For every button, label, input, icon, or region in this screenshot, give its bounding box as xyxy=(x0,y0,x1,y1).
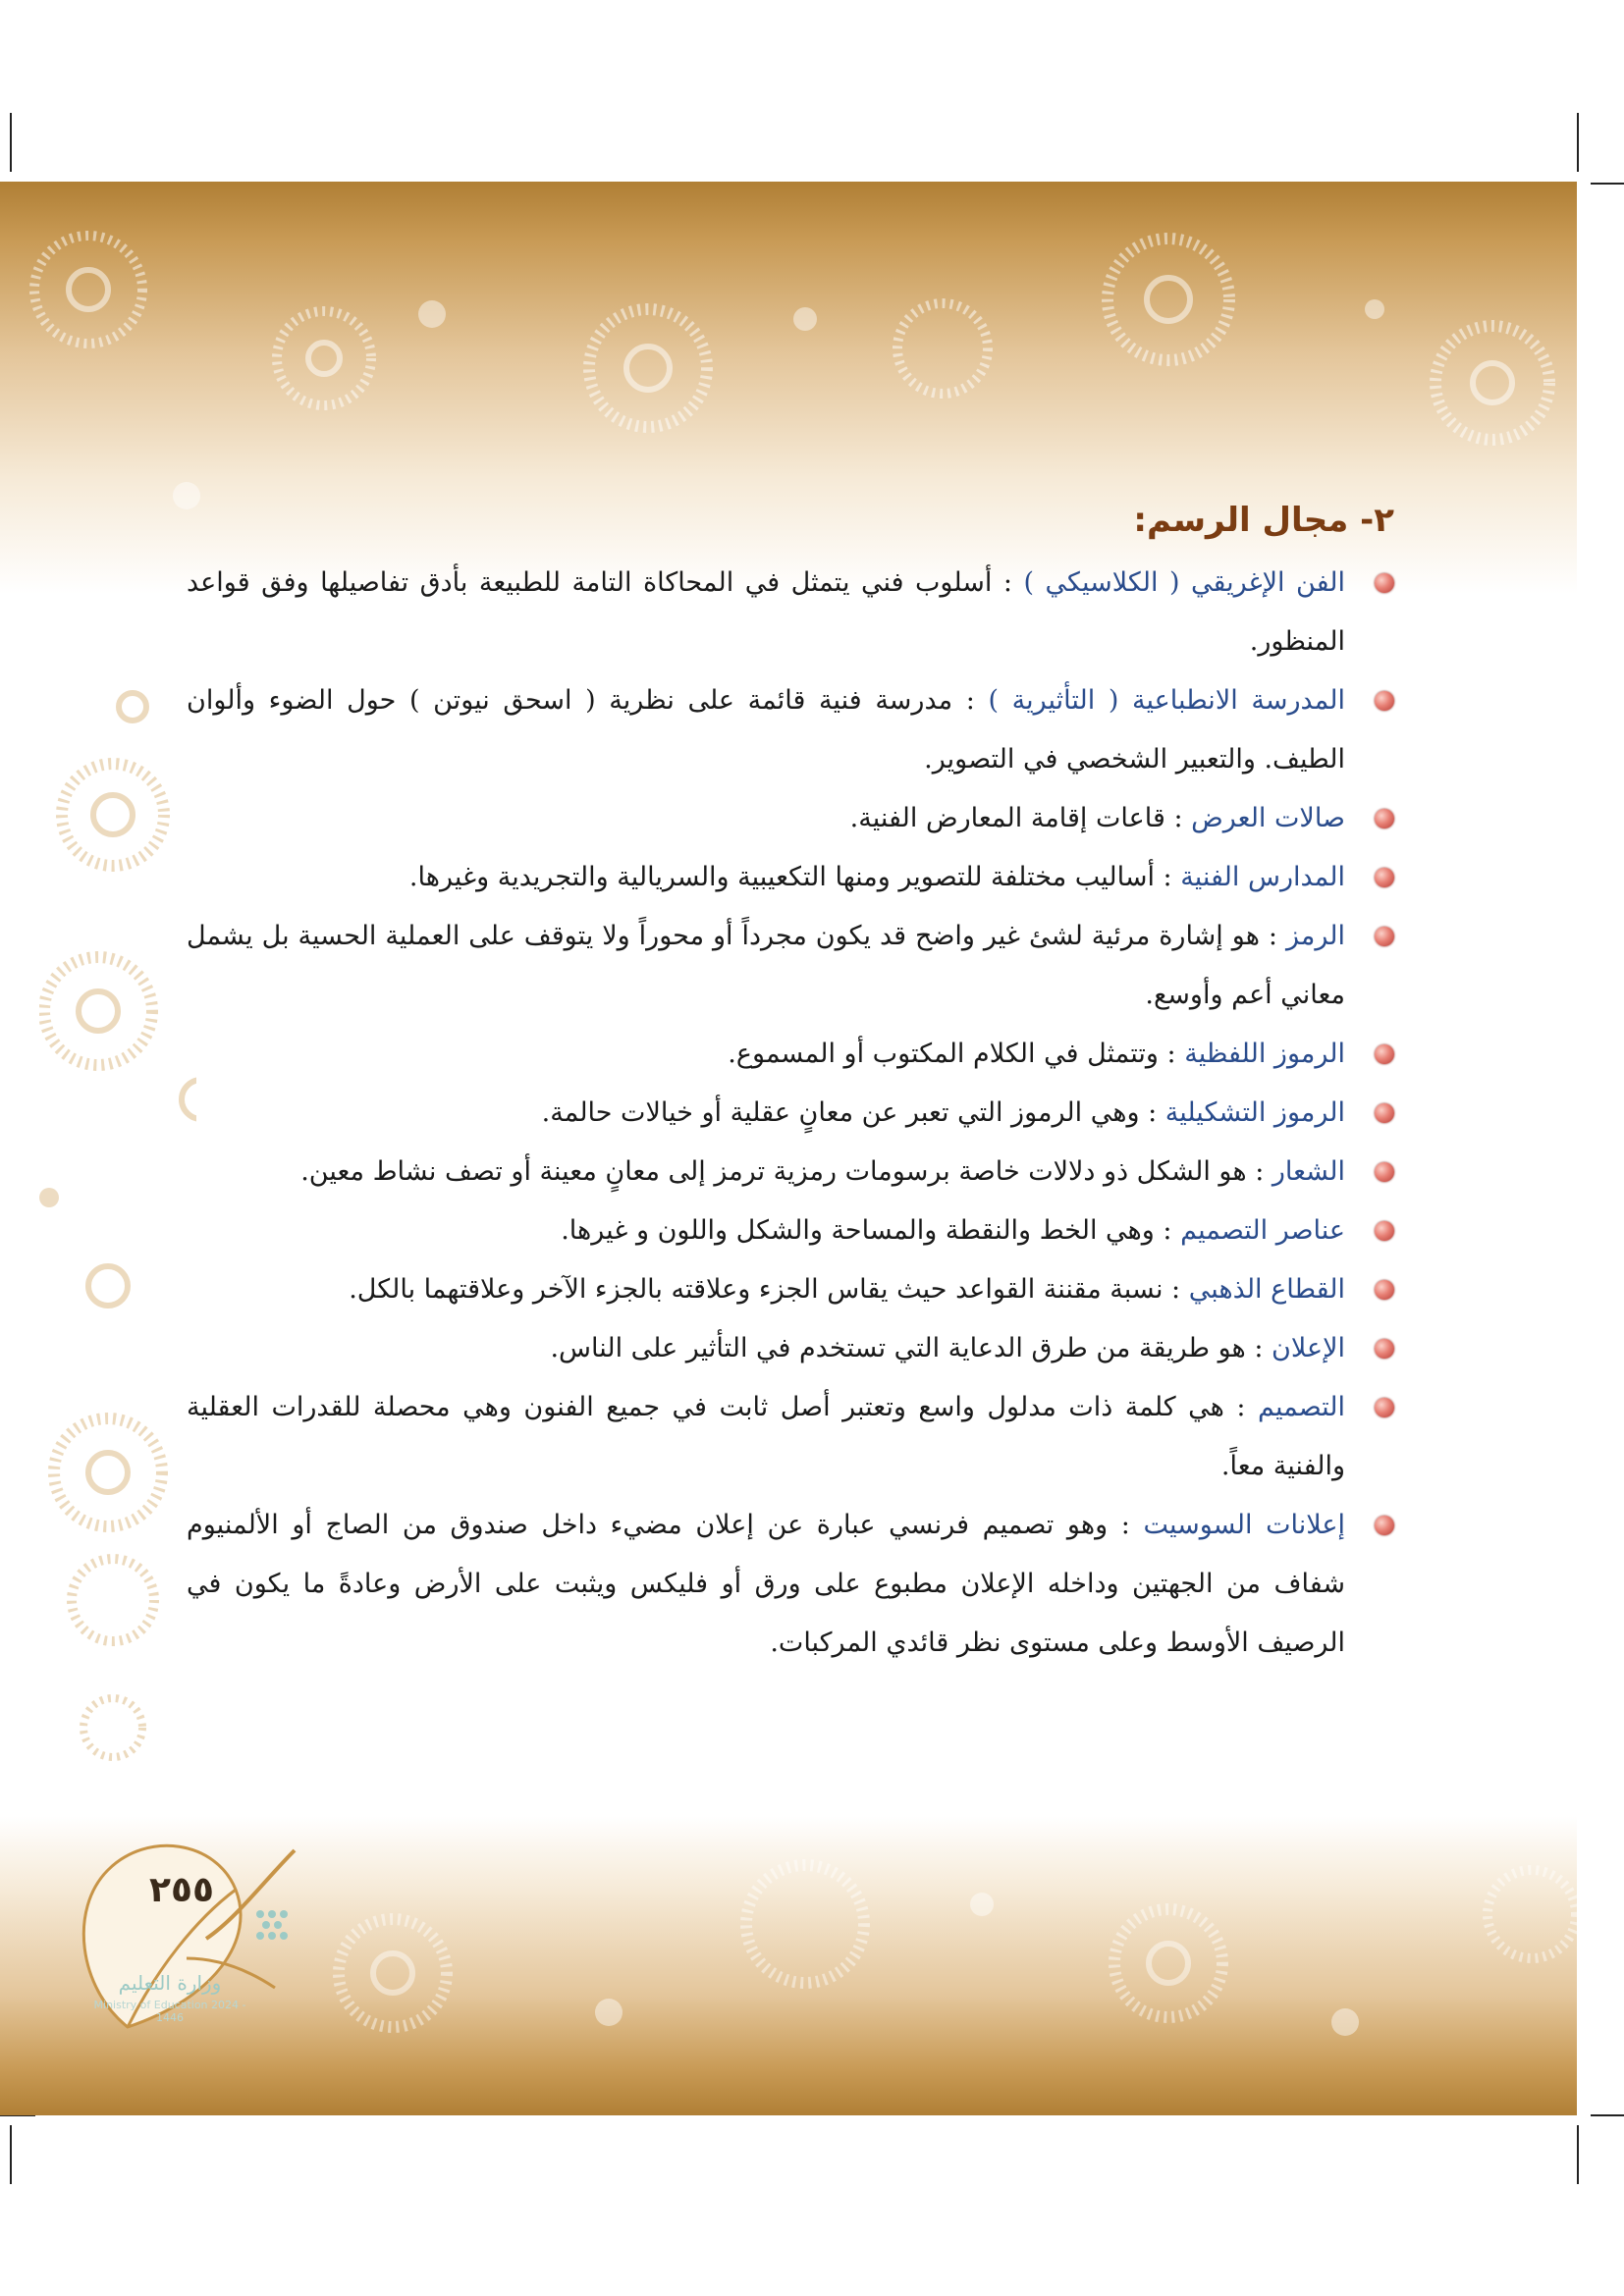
bullet-icon xyxy=(1375,1398,1394,1417)
bullet-icon xyxy=(1375,1044,1394,1064)
glossary-term: الرموز اللفظية xyxy=(1184,1039,1345,1069)
glossary-item xyxy=(187,1025,1394,1084)
glossary-term: التصميم xyxy=(1257,1392,1345,1422)
glossary-item xyxy=(187,1084,1394,1143)
glossary-definition: : وهو تصميم فرنسي عبارة عن إعلان مضيء داخل صندوق من الصاج أو الألمنيوم شفاف من الجهتين وداخله الإعلان مطبوع على ورق أو فليكس ويثبت على الأرض وعادةً ما يكون في الرصيف الأوسط وعلى مستوى نظر قائدي المركبات. xyxy=(187,1510,1345,1658)
glossary-definition: : هو الشكل ذو دلالات خاصة برسومات رمزية ترمز إلى معانٍ معينة أو تصف نشاط معين. xyxy=(300,1156,1272,1187)
glossary-definition: : هي كلمة ذات مدلول واسع وتعتبر أصل ثابت في جميع الفنون وهي محصلة للقدرات العقلية والفنية معاً. xyxy=(187,1392,1345,1481)
bullet-icon xyxy=(1375,1221,1394,1241)
glossary-definition: : هو طريقة من طرق الدعاية التي تستخدم في التأثير على الناس. xyxy=(550,1333,1272,1363)
glossary-item xyxy=(187,848,1394,907)
bullet-icon xyxy=(1375,1339,1394,1359)
crop-mark xyxy=(1577,2125,1579,2184)
crop-mark xyxy=(10,113,12,172)
bullet-icon xyxy=(1375,573,1394,593)
glossary-term: صالات العرض xyxy=(1191,803,1345,833)
glossary-term: الفن الإغريقي ( الكلاسيكي ) xyxy=(1023,567,1345,598)
glossary-section xyxy=(187,501,1394,1673)
bullet-icon xyxy=(1375,691,1394,711)
crop-mark xyxy=(1577,113,1579,172)
bullet-icon xyxy=(1375,1280,1394,1300)
section-heading: ٢- مجال الرسم: xyxy=(1133,501,1394,540)
glossary-item xyxy=(187,1201,1394,1260)
glossary-term: الشعار xyxy=(1272,1156,1345,1187)
glossary-term: عناصر التصميم xyxy=(1180,1215,1345,1246)
glossary-term: الرموز التشكيلية xyxy=(1164,1097,1345,1128)
glossary-definition: : وهي الخط والنقطة والمساحة والشكل واللون و غيرها. xyxy=(561,1215,1181,1246)
glossary-term: إعلانات السوسيت xyxy=(1143,1510,1345,1540)
glossary-definition: : هو إشارة مرئية لشئ غير واضح قد يكون مجرداً أو محوراً ولا يتوقف على العملية الحسية بل يشمل معاني أعم وأوسع. xyxy=(187,921,1345,1010)
crop-mark xyxy=(10,2125,12,2184)
bullet-icon xyxy=(1375,927,1394,946)
glossary-item xyxy=(187,907,1394,1025)
left-rosettes-ornament xyxy=(39,687,196,1767)
glossary-term: المدرسة الانطباعية ( التأثيرية ) xyxy=(988,685,1345,716)
glossary-definition: : نسبة مقننة القواعد حيث يقاس الجزء وعلاقته بالجزء الآخر وعلاقتهما بالكل. xyxy=(349,1274,1189,1305)
bullet-icon xyxy=(1375,868,1394,887)
bullet-icon xyxy=(1375,1516,1394,1535)
glossary-definition: : أسلوب فني يتمثل في المحاكاة التامة للطبيعة بأدق تفاصيلها وفق قواعد المنظور. xyxy=(187,567,1345,657)
glossary-definition: : وتتمثل في الكلام المكتوب أو المسموع. xyxy=(728,1039,1185,1069)
glossary-definition: : أساليب مختلفة للتصوير ومنها التكعيبية والسريالية والتجريدية وغيرها. xyxy=(408,862,1181,892)
glossary-item xyxy=(187,1378,1394,1496)
glossary-item xyxy=(187,1260,1394,1319)
glossary-definition: : وهي الرموز التي تعبر عن معانٍ عقلية أو خيالات حالمة. xyxy=(541,1097,1165,1128)
crop-mark xyxy=(1591,2114,1624,2116)
glossary-term: الرمز xyxy=(1286,921,1345,951)
glossary-definition: : مدرسة فنية قائمة على نظرية ( اسحق نيوتن ) حول الضوء وألوان الطيف. والتعبير الشخصي في التصوير. xyxy=(187,685,1345,774)
bullet-icon xyxy=(1375,809,1394,828)
crop-mark xyxy=(1591,183,1624,185)
ministry-edition-text: Ministry of Education 2024 - 1446 xyxy=(93,1999,246,2024)
glossary-item xyxy=(187,554,1394,671)
page-number: ٢٥٥ xyxy=(149,1870,214,1910)
bullet-icon xyxy=(1375,1103,1394,1123)
glossary-term: القطاع الذهبي xyxy=(1188,1274,1345,1305)
glossary-item xyxy=(187,789,1394,848)
glossary-item xyxy=(187,1143,1394,1201)
glossary-item xyxy=(187,1319,1394,1378)
glossary-term: المدارس الفنية xyxy=(1180,862,1345,892)
bullet-icon xyxy=(1375,1162,1394,1182)
glossary-item xyxy=(187,1496,1394,1673)
ministry-logo-text: وزارة التعليم xyxy=(118,1971,222,1995)
glossary-item xyxy=(187,671,1394,789)
glossary-term: الإعلان xyxy=(1272,1333,1345,1363)
glossary-definition: : قاعات إقامة المعارض الفنية. xyxy=(849,803,1192,833)
